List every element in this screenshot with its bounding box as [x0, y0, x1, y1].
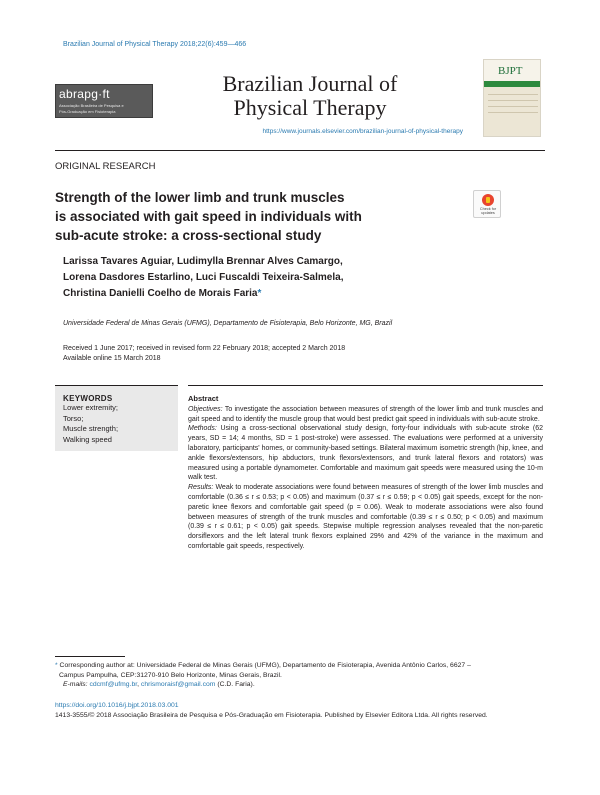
email-separator: ,	[137, 681, 140, 689]
keyword-item: Muscle strength;	[63, 424, 119, 433]
journal-citation: Brazilian Journal of Physical Therapy 2018;22(6):459—466	[63, 41, 247, 48]
results-text: Weak to moderate associations were found between measures of strength of the lower limb muscles and comfortable (0.36 ≤ r ≤ 0.53; p < 0.05) and maximum (0.37 ≤ r ≤ 0.59; p < 0.05) gait speeds, except for the non-paretic knee flexors and comfortable gait speed (p = 0.06). Weak to moderate associations were also found between measures of strength of the trunk muscles and comfortable (0.39 ≤ r ≤ 0.50; p < 0.05) and maximum (0.39 ≤ r ≤ 0.61; p < 0.05) gait speeds. Stepwise multiple regression analyses revealed that the non-paretic dorsiflexors and the left lateral trunk flexors explained 29% and 42% of the variance in the maximum and comfortable gait speeds, respectively.	[188, 484, 543, 550]
authors-line-1: Larissa Tavares Aguiar, Ludimylla Brennar Alves Camargo,	[63, 256, 343, 267]
journal-url-link[interactable]: https://www.journals.elsevier.com/brazilian-journal-of-physical-therapy	[262, 128, 463, 135]
authors-line-3	[63, 286, 483, 302]
abstract-heading: Abstract	[188, 394, 219, 403]
abrapg-logo	[55, 84, 153, 118]
footnote-marker: *	[55, 662, 58, 669]
copyright-notice: 1413-3555/© 2018 Associação Brasileira de Pesquisa e Pós-Graduação em Fisioterapia. Published by Elsevier Editora Ltda. All rights reserved.	[55, 712, 488, 719]
objectives-text: To investigate the association between measures of strength of the lower limb and trunk muscles and gait speed and to identify the muscle group that would best predict gait speed in individuals with sub-acute stroke.	[188, 405, 543, 423]
authors-line-2: Lorena Dasdores Estarlino, Luci Fuscaldi Teixeira-Salmela,	[63, 272, 344, 283]
results-label: Results:	[188, 484, 214, 492]
objectives-label: Objectives:	[188, 405, 223, 413]
journal-title	[190, 72, 430, 120]
crossmark-label-line-2: updates	[481, 211, 495, 216]
email-suffix: (C.D. Faria).	[217, 681, 255, 689]
paper-title-line-3: sub-acute stroke: a cross-sectional study	[55, 228, 322, 243]
corresponding-author-marker[interactable]: *	[257, 288, 262, 299]
journal-cover-lines	[488, 94, 538, 95]
methods-text: Using a cross-sectional observational study design, forty-four individuals with sub-acute stroke (62 years, SD = 14; 4 months, SD = 1 post-stroke) were assessed. The evaluations were performed at a university laboratory, participants' homes, or community-based settings. Bilateral maximum isometric strength (hip, knee, and ankle flexors/extensors, hip abductors, trunk flexors/extensors, and trunk lateral flexors and rotators) was measured using a portable dynamometer. Comfortable and maximum gait speeds were measured using the 10-m walk test.	[188, 425, 543, 482]
crossmark-bookmark-icon	[486, 197, 490, 203]
footnote-corresponding: Corresponding author at: Universidade Federal de Minas Gerais (UFMG), Departamento de Fisioterapia, Avenida Antônio Carlos, 6627 –	[59, 662, 471, 669]
abstract-methods	[188, 424, 543, 483]
footnote-line-1	[55, 661, 545, 671]
abrapg-logo-word: abrapg·ft	[59, 87, 110, 101]
corresponding-author-footnote	[55, 661, 545, 690]
journal-cover-thumbnail	[483, 59, 541, 137]
authors-line-3-text: Christina Danielli Coelho de Morais Faria	[63, 288, 258, 299]
footnote-address: Campus Pampulha, CEP:31270-910 Belo Horizonte, Minas Gerais, Brazil.	[59, 671, 282, 679]
abrapg-logo-subtitle-1: Associação Brasileira de Pesquisa e	[59, 103, 124, 108]
doi-link[interactable]: https://doi.org/10.1016/j.bjpt.2018.03.001	[55, 702, 179, 709]
author-list	[63, 254, 483, 302]
keyword-item: Lower extremity;	[63, 403, 119, 412]
footnote-emails	[55, 680, 545, 690]
section-label: ORIGINAL RESEARCH	[55, 161, 156, 172]
crossmark-label	[474, 207, 502, 215]
crossmark-icon	[482, 194, 494, 206]
paper-title-line-1: Strength of the lower limb and trunk muscles	[55, 190, 345, 205]
journal-title-line-1: Brazilian Journal of	[222, 71, 398, 96]
journal-title-line-2: Physical Therapy	[233, 95, 387, 120]
email-link-1[interactable]: cdcmf@ufmg.br	[89, 681, 138, 689]
abstract	[188, 385, 543, 552]
keywords-box	[55, 385, 178, 451]
available-online-date: Available online 15 March 2018	[63, 355, 161, 362]
header-divider	[55, 150, 545, 151]
journal-cover-title: BJPT	[498, 65, 523, 77]
affiliation: Universidade Federal de Minas Gerais (UFMG), Departamento de Fisioterapia, Belo Horizonte, MG, Brazil	[63, 320, 393, 327]
crossmark-label-line-1: Check for	[479, 207, 497, 211]
paper-title	[55, 188, 415, 245]
check-for-updates-button[interactable]	[473, 190, 501, 218]
article-dates	[63, 344, 345, 364]
paper-title-line-2: is associated with gait speed in individuals with	[55, 209, 362, 224]
methods-label: Methods:	[188, 425, 217, 433]
keywords-heading: KEYWORDS	[63, 394, 113, 403]
keyword-item: Torso;	[63, 413, 84, 423]
footnote-divider	[55, 656, 125, 657]
journal-header	[55, 55, 545, 145]
abstract-objectives	[188, 405, 543, 425]
abstract-results	[188, 483, 543, 552]
keyword-item: Walking speed	[63, 434, 112, 444]
email-label: E-mails:	[63, 681, 88, 689]
email-link-2[interactable]: chrismoraisf@gmail.com	[140, 681, 216, 689]
abrapg-logo-subtitle-2: Pós-Graduação em Fisioterapia	[59, 109, 116, 114]
received-dates: Received 1 June 2017; received in revised form 22 February 2018; accepted 2 March 2018	[63, 345, 346, 352]
